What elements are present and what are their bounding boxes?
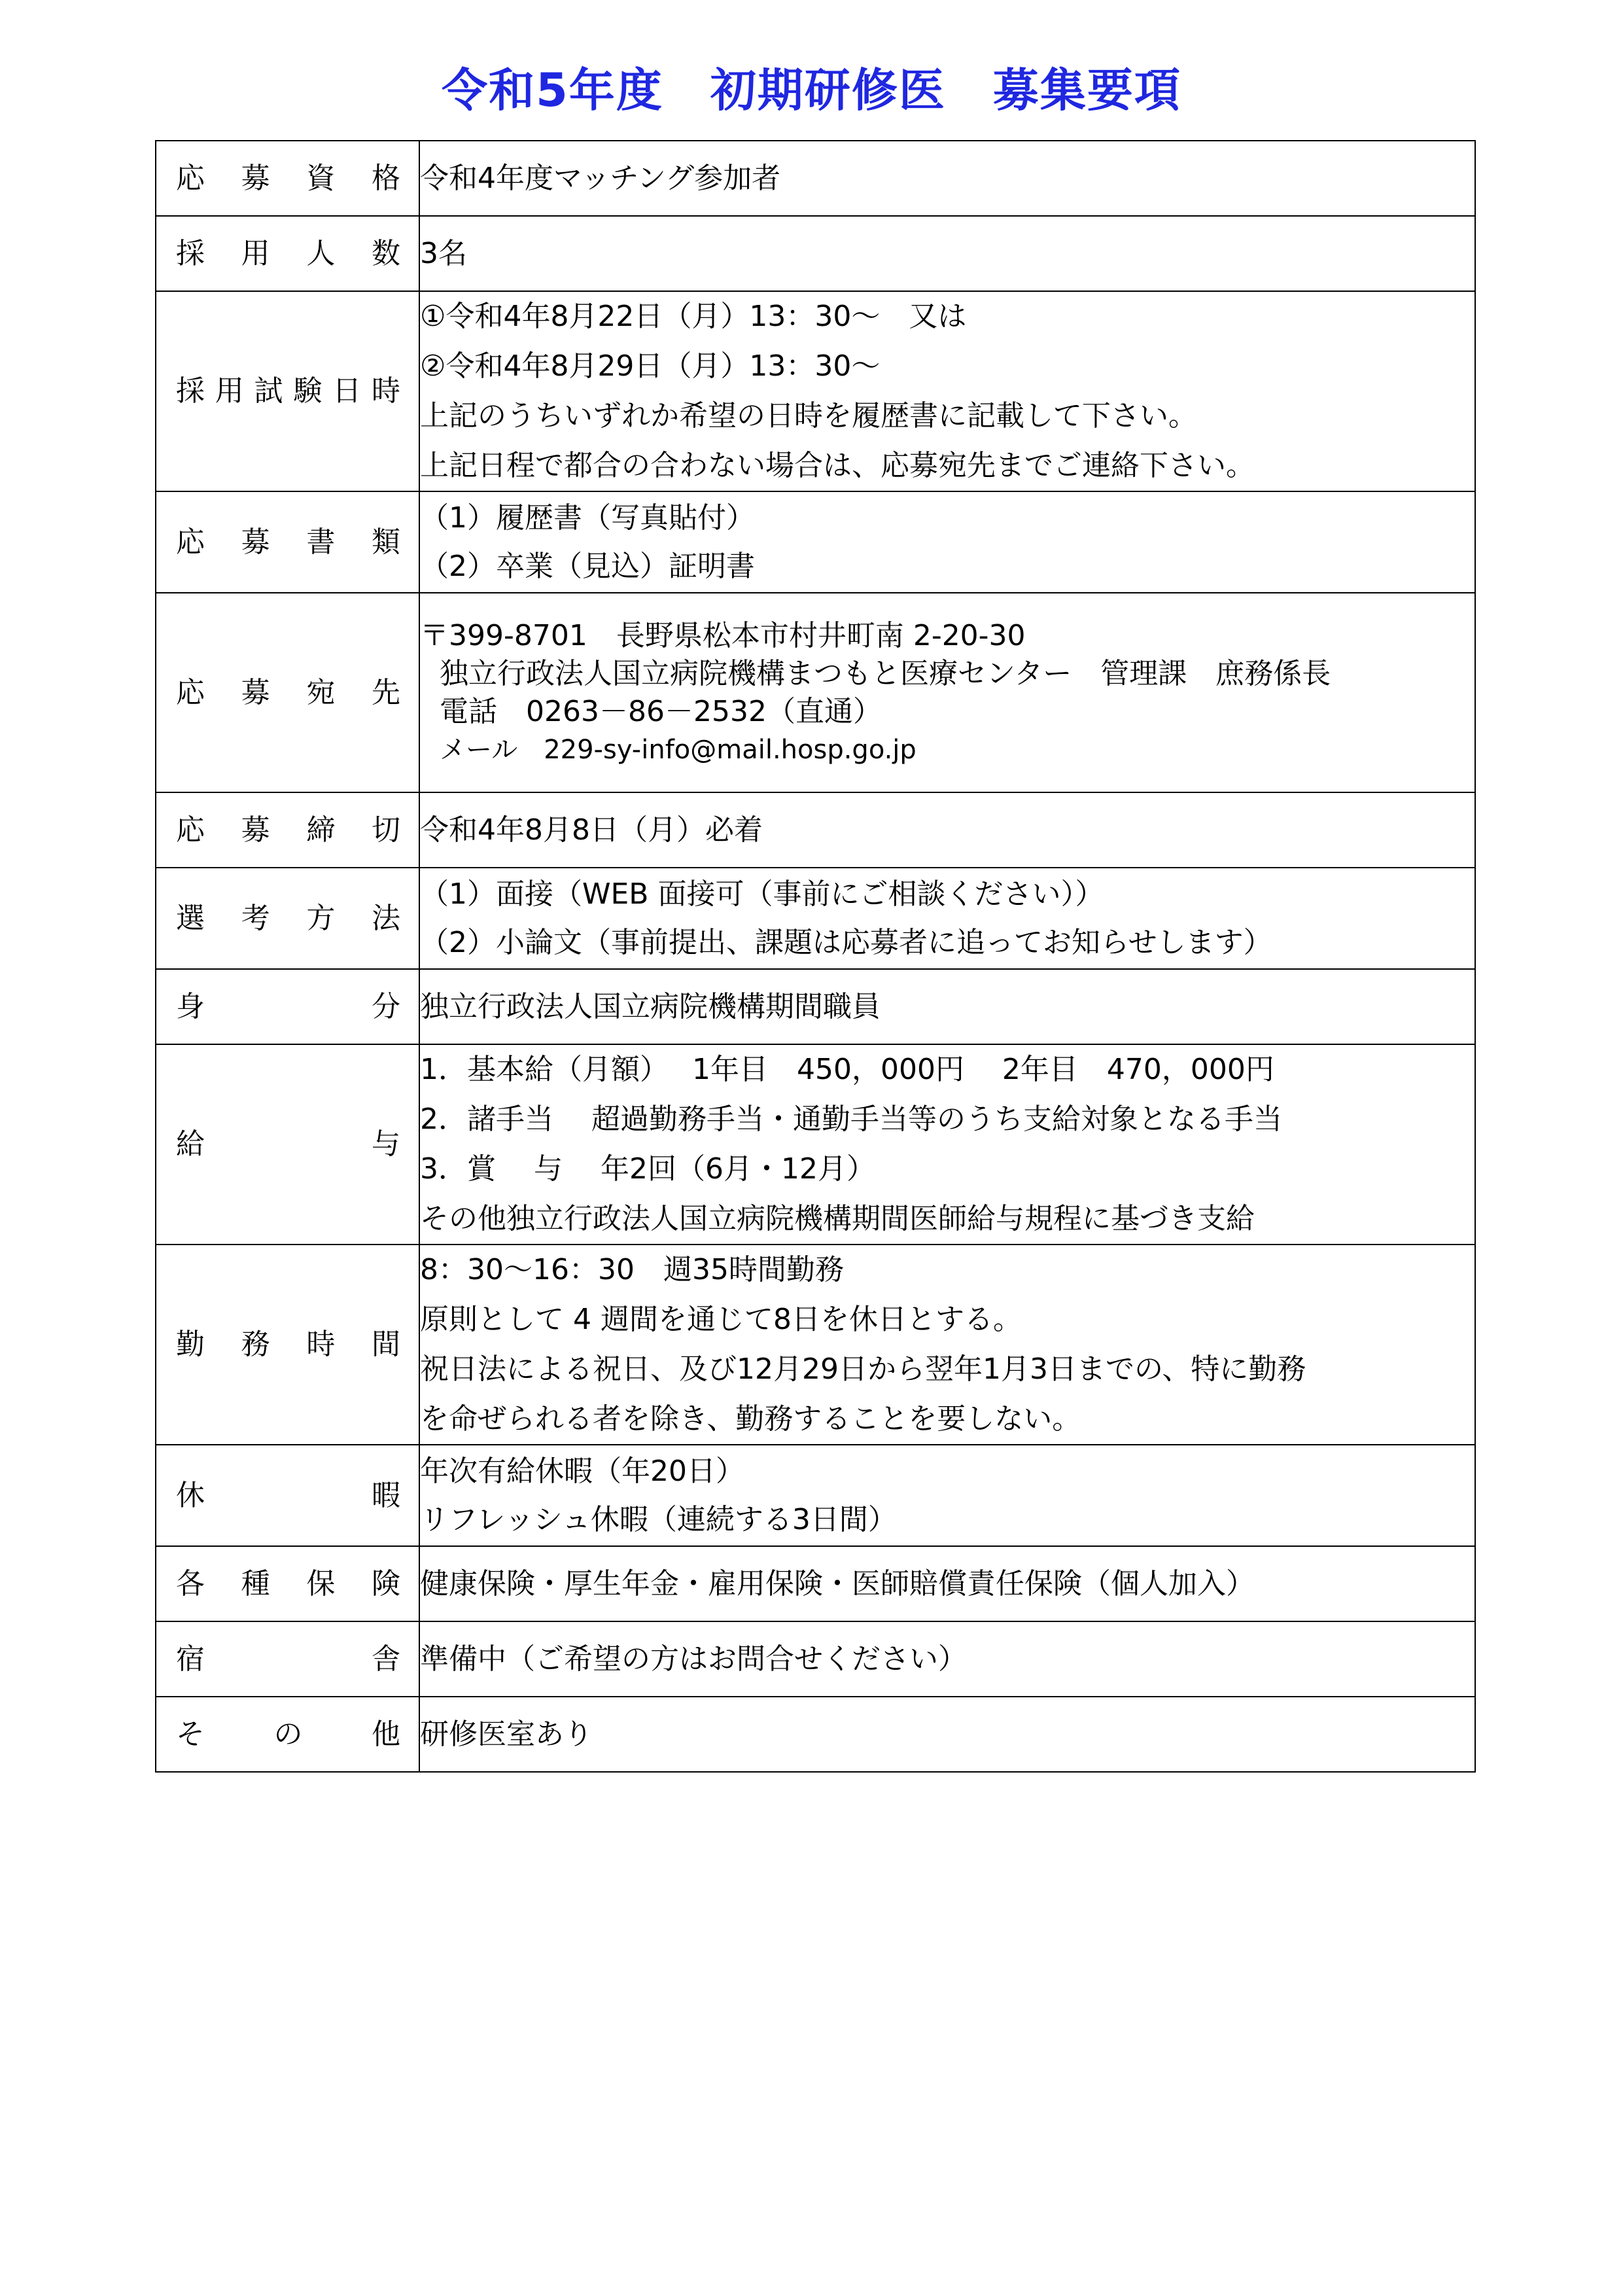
row-label-char: 時 (371, 374, 400, 408)
row-label (156, 1566, 419, 1602)
table-row-working-hours (156, 1245, 1475, 1445)
table-row-other (156, 1697, 1475, 1772)
row-value-line: 準備中（ご希望の方はお問合せください） (420, 1642, 967, 1676)
row-label-char: 保 (306, 1566, 336, 1600)
row-value-cell (419, 216, 1475, 291)
row-label-char: 他 (372, 1717, 400, 1751)
row-value-line: 令和4年8月8日（月）必着 (420, 813, 763, 847)
row-label (156, 373, 419, 410)
row-label-char: 数 (371, 236, 400, 270)
row-label-char: 務 (241, 1328, 270, 1361)
row-label (156, 900, 419, 937)
table-row-leave (156, 1445, 1475, 1546)
table-row-deadline (156, 792, 1475, 868)
row-label-char: 各 (176, 1566, 205, 1600)
row-label-cell (156, 291, 419, 491)
row-label-char: 資 (306, 161, 336, 195)
row-label-char: 方 (306, 901, 336, 935)
row-value-cell (419, 1445, 1475, 1546)
row-label (156, 236, 419, 272)
row-label-char: 休 (176, 1478, 205, 1512)
row-label-char: 用 (215, 374, 244, 408)
row-label-char: 時 (306, 1328, 336, 1361)
requirements-table (155, 140, 1476, 1773)
row-label (156, 1641, 419, 1678)
row-label-cell (156, 1697, 419, 1772)
row-label-char: の (273, 1717, 303, 1751)
row-value-line: （2）小論文（事前提出、課題は応募者に追ってお知らせします） (420, 925, 1272, 959)
row-label-char: 日 (332, 374, 362, 408)
row-label-char: 応 (176, 813, 205, 847)
row-label (156, 989, 419, 1025)
table-row-housing (156, 1621, 1475, 1697)
row-label-char: 分 (372, 989, 400, 1023)
row-label-char: 種 (241, 1566, 270, 1600)
table-row-insurance (156, 1546, 1475, 1621)
row-value-cell (419, 1621, 1475, 1697)
row-value-line: 電話 0263－86－2532（直通） (440, 694, 882, 728)
row-label-char: 募 (241, 675, 270, 709)
row-label-char: 募 (241, 525, 270, 559)
row-value-line: 3．賞 与 年2回（6月・12月） (420, 1152, 875, 1186)
row-value-line: ①令和4年8月22日（月）13：30～ 又は (420, 300, 967, 333)
row-label-cell (156, 792, 419, 868)
row-label-cell (156, 868, 419, 969)
row-label-char: 険 (371, 1566, 400, 1600)
row-label-cell (156, 1445, 419, 1546)
row-value-cell (419, 868, 1475, 969)
row-label-char: 採 (176, 236, 205, 270)
row-label (156, 1716, 419, 1753)
row-label-char: 宛 (306, 675, 336, 709)
row-value-line: 独立行政法人国立病院機構まつもと医療センター 管理課 庶務係長 (440, 656, 1331, 690)
row-label-char: 暇 (372, 1478, 400, 1512)
table-row-headcount (156, 216, 1475, 291)
row-label-char: 締 (306, 813, 336, 847)
row-value-line: 上記のうちいずれか希望の日時を履歴書に記載して下さい。 (420, 399, 1197, 433)
table-row-application-address (156, 593, 1475, 792)
row-label-char: 舎 (372, 1642, 400, 1676)
row-label-char: 用 (241, 236, 270, 270)
row-label-char: 応 (176, 161, 205, 195)
row-value-line: 2．諸手当 超過勤務手当・通勤手当等のうち支給対象となる手当 (420, 1103, 1282, 1136)
row-value-line: 健康保険・厚生年金・雇用保険・医師賠償責任保険（個人加入） (420, 1566, 1255, 1600)
row-label-char: 与 (372, 1127, 400, 1161)
table-row-salary (156, 1044, 1475, 1245)
page-title: 令和5年度 初期研修医 募集要項 (442, 63, 1181, 117)
row-label-char: 先 (371, 675, 400, 709)
row-value-line: （2）卒業（見込）証明書 (420, 549, 755, 583)
row-label-cell (156, 1546, 419, 1621)
row-value-cell (419, 593, 1475, 792)
row-label-cell (156, 1245, 419, 1445)
row-value-line: 1．基本給（月額） 1年目 450，000円 2年目 470，000円 (420, 1053, 1274, 1086)
row-value-line: リフレッシュ休暇（連続する3日間） (420, 1502, 897, 1536)
row-label-char: 採 (176, 374, 205, 408)
row-label-char: 格 (371, 161, 400, 195)
row-value-line: 令和4年度マッチング参加者 (420, 161, 781, 195)
row-value-line: （1）履歴書（写真貼付） (420, 501, 755, 535)
row-value-line: 独立行政法人国立病院機構期間職員 (420, 989, 881, 1023)
row-value-line: 上記日程で都合の合わない場合は、応募宛先までご連絡下さい。 (420, 449, 1255, 482)
row-value-line: 祝日法による祝日、及び12月29日から翌年1月3日までの、特に勤務 (420, 1352, 1306, 1386)
row-label-char: 考 (241, 901, 270, 935)
row-label-char: 給 (176, 1127, 205, 1161)
row-label-char: 間 (371, 1328, 400, 1361)
row-label-cell (156, 216, 419, 291)
row-label (156, 1326, 419, 1363)
row-value-line: （1）面接（WEB 面接可（事前にご相談ください）） (420, 877, 1104, 911)
row-value-line: 研修医室あり (420, 1717, 593, 1751)
row-label-char: 選 (176, 901, 205, 935)
row-label-char: 試 (254, 374, 283, 408)
row-label (156, 675, 419, 711)
row-label-char: 法 (371, 901, 400, 935)
row-value-cell (419, 792, 1475, 868)
row-label (156, 1126, 419, 1163)
row-value-cell (419, 491, 1475, 593)
row-label-cell (156, 1044, 419, 1245)
row-value-cell (419, 291, 1475, 491)
row-value-line: 原則として 4 週間を通じて8日を休日とする。 (420, 1303, 1022, 1336)
table-row-eligibility (156, 141, 1475, 216)
row-label-cell (156, 491, 419, 593)
row-value-line: メール 229-sy-info@mail.hosp.go.jp (440, 734, 916, 765)
requirements-table-body (156, 141, 1475, 1772)
table-row-selection-method (156, 868, 1475, 969)
row-label (156, 1477, 419, 1514)
row-label-char: 切 (371, 813, 400, 847)
row-value-line: 8：30～16：30 週35時間勤務 (420, 1253, 844, 1286)
row-label-cell (156, 141, 419, 216)
table-row-application-documents (156, 491, 1475, 593)
row-value-line: 〒399-8701 長野県松本市村井町南 2-20-30 (420, 618, 1026, 652)
row-label-char: 身 (176, 989, 205, 1023)
row-label-cell (156, 1621, 419, 1697)
table-row-status (156, 969, 1475, 1044)
row-value-cell (419, 1245, 1475, 1445)
row-value-cell (419, 1546, 1475, 1621)
row-label (156, 524, 419, 561)
row-value-cell (419, 141, 1475, 216)
row-value-line: ②令和4年8月29日（月）13：30～ (420, 349, 881, 383)
row-label (156, 812, 419, 849)
row-value-line: を命ぜられる者を除き、勤務することを要しない。 (420, 1402, 1081, 1436)
row-value-line: その他独立行政法人国立病院機構期間医師給与規程に基づき支給 (420, 1202, 1255, 1235)
row-value-cell (419, 969, 1475, 1044)
row-label-char: 書 (306, 525, 336, 559)
row-label-char: 験 (293, 374, 323, 408)
row-label (156, 160, 419, 197)
row-label-char: そ (176, 1717, 205, 1751)
row-value-line: 年次有給休暇（年20日） (420, 1454, 744, 1488)
row-label-char: 人 (306, 236, 336, 270)
row-value-line: 3名 (420, 236, 467, 270)
row-label-char: 応 (176, 525, 205, 559)
row-value-cell (419, 1044, 1475, 1245)
row-label-cell (156, 969, 419, 1044)
row-label-char: 類 (371, 525, 400, 559)
table-row-exam-datetime (156, 291, 1475, 491)
row-label-char: 応 (176, 675, 205, 709)
row-label-char: 募 (241, 161, 270, 195)
row-label-char: 宿 (176, 1642, 205, 1676)
row-label-cell (156, 593, 419, 792)
row-label-char: 募 (241, 813, 270, 847)
row-label-char: 勤 (176, 1328, 205, 1361)
row-value-cell (419, 1697, 1475, 1772)
